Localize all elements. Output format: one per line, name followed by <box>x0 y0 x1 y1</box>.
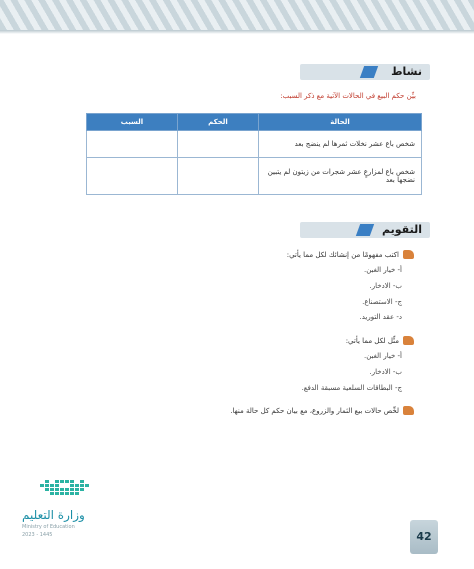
list-item: ج- الاستصناع. <box>362 298 402 306</box>
top-decorative-banner <box>0 0 474 30</box>
column-header-ruling: الحكم <box>177 114 258 131</box>
table-row <box>87 158 422 195</box>
question-bullet-icon <box>403 250 414 259</box>
ministry-logo-icon <box>40 480 89 495</box>
table-cell-ruling <box>177 131 258 158</box>
question-bullet-icon <box>403 336 414 345</box>
question-2 <box>346 336 414 345</box>
list-item: ب- الادخار. <box>369 368 402 376</box>
activity-instruction: بيِّن حكم البيع في الحالات الآتية مع ذكر السبب: <box>280 92 416 100</box>
table-cell-ruling <box>177 158 258 195</box>
edition-year: 2023 - 1445 <box>22 532 53 538</box>
activity-heading <box>300 64 430 80</box>
question-1-text: اكتب مفهومًا من إنشائك لكل مما يأتي: <box>286 250 399 259</box>
question-2-text: مثِّل لكل مما يأتي: <box>345 336 399 345</box>
table-cell-reason <box>87 158 178 195</box>
list-item: ب- الادخار. <box>369 282 402 290</box>
ministry-name-english: Ministry of Education <box>22 524 75 530</box>
ministry-name-arabic: وزارة التعليم <box>22 508 85 522</box>
activity-title: نشاط <box>391 65 422 78</box>
heading-marker-icon <box>360 66 378 78</box>
table-cell-reason <box>87 131 178 158</box>
list-item: د- عقد التوريد. <box>359 313 402 321</box>
table-cell-case: شخص باع عشر نخلات ثمرها لم ينضج بعد <box>259 131 422 158</box>
list-item: أ- خيار الغبن. <box>364 352 402 360</box>
list-item: ج- البطاقات السلعية مسبقة الدفع. <box>301 384 402 392</box>
heading-marker-icon <box>356 224 374 236</box>
column-header-case: الحالة <box>259 114 422 131</box>
question-1 <box>287 250 414 259</box>
activity-table <box>86 113 422 195</box>
column-header-reason: السبب <box>87 114 178 131</box>
banner-shadow <box>0 30 474 34</box>
evaluation-title: التقويم <box>382 223 422 236</box>
question-3-text: لخِّص حالات بيع الثمار والزروع، مع بيان حكم كل حالة منها. <box>230 406 399 415</box>
question-3 <box>230 406 414 415</box>
table-row <box>87 131 422 158</box>
page-number: 42 <box>410 520 438 554</box>
evaluation-heading <box>300 222 430 238</box>
question-bullet-icon <box>403 406 414 415</box>
table-cell-case: شخص باع لمزارعٍ عشر شجرات من زيتون لم يتبين نضجها بعد <box>259 158 422 195</box>
list-item: أ- خيار الغبن. <box>364 266 402 274</box>
